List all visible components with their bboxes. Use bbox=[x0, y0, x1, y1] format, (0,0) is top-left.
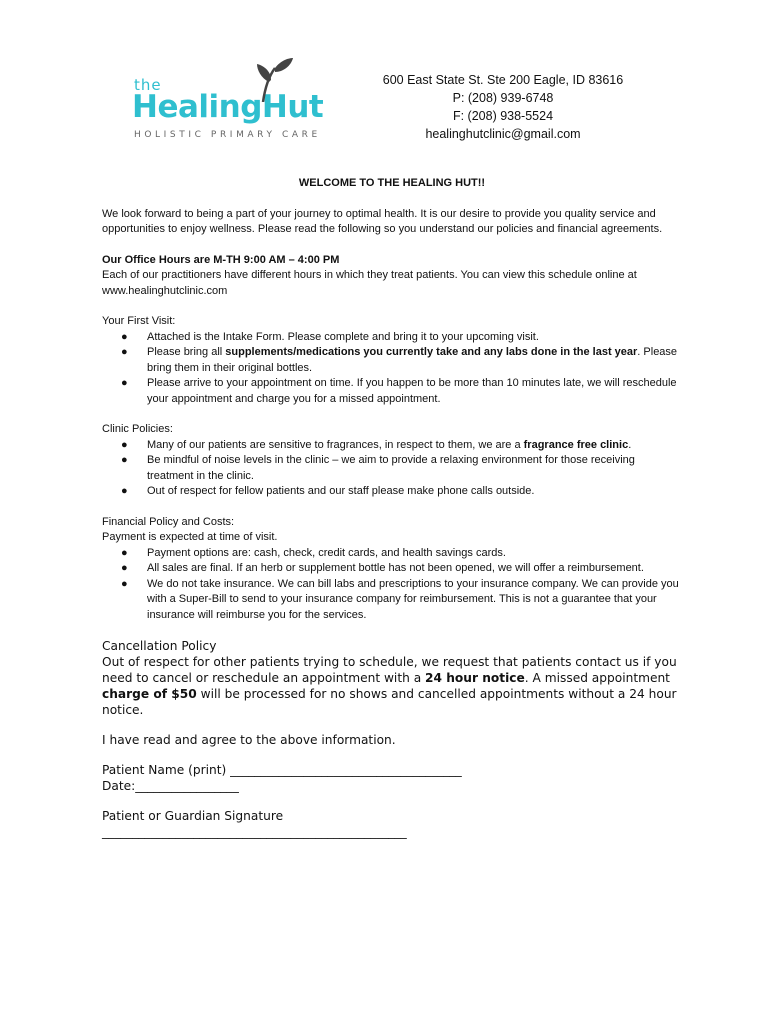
leaf-icon bbox=[255, 58, 295, 102]
list-item-text: . bbox=[628, 438, 632, 451]
list-item-text: Please bring all bbox=[147, 346, 226, 358]
patient-name-field[interactable]: Patient Name (print) ______________________________________ bbox=[102, 763, 462, 777]
financial-heading: Financial Policy and Costs: bbox=[102, 515, 235, 528]
first-visit-list bbox=[102, 330, 682, 408]
phone: P: (208) 939-6748 bbox=[452, 91, 554, 105]
logo-the: the bbox=[134, 76, 162, 94]
logo-name: HealingHut bbox=[132, 89, 324, 125]
clinic-policies-heading: Clinic Policies: bbox=[102, 423, 173, 435]
welcome-title: WELCOME TO THE HEALING HUT!! bbox=[298, 177, 486, 189]
bullet: ● bbox=[121, 438, 128, 451]
agreement-text: I have read and agree to the above information. bbox=[102, 733, 396, 747]
list-item-bold: supplements/medications you currently take and any labs done in the last year bbox=[225, 346, 638, 358]
list-item-text: Out of respect for fellow patients and our staff please make phone calls outside. bbox=[147, 485, 535, 497]
list-item bbox=[102, 438, 682, 454]
cancellation-text-part: will be processed for no shows and cancelled appointments without a 24 hour notice. bbox=[102, 687, 677, 717]
list-item-text: Payment options are: cash, check, credit cards, and health savings cards. bbox=[147, 546, 506, 559]
cancellation-section bbox=[102, 638, 682, 840]
financial-list bbox=[102, 546, 682, 624]
list-item bbox=[102, 345, 682, 376]
bullet: ● bbox=[121, 546, 128, 559]
fax: F: (208) 938-5524 bbox=[452, 109, 554, 123]
bullet: ● bbox=[121, 454, 128, 466]
clinic-policies-list bbox=[102, 438, 682, 500]
first-visit-section bbox=[102, 314, 682, 407]
signature-field[interactable]: __________________________________________________ bbox=[102, 825, 407, 839]
date-field[interactable]: Date:_________________ bbox=[102, 779, 239, 793]
notice-bold: 24 hour notice bbox=[425, 671, 525, 685]
list-item-text: Please arrive to your appointment on time. If you happen to be more than 10 minutes late, we will reschedule your appointment and charge you for a missed appointment. bbox=[147, 377, 677, 405]
office-hours-text: Each of our practitioners have different hours in which they treat patients. You can view this schedule online at www.healinghutclinic.com bbox=[102, 269, 637, 297]
office-hours-heading: Our Office Hours are M-TH 9:00 AM – 4:00 PM bbox=[102, 253, 340, 266]
list-item-text: Many of our patients are sensitive to fragrances, in respect to them, we are a bbox=[147, 438, 524, 451]
list-item bbox=[102, 376, 682, 407]
bullet: ● bbox=[121, 485, 128, 497]
charge-bold: charge of $50 bbox=[102, 687, 197, 701]
list-item bbox=[102, 330, 682, 346]
contact-block bbox=[380, 71, 626, 143]
financial-section bbox=[102, 515, 682, 624]
clinic-policies-section bbox=[102, 422, 682, 500]
email: healinghutclinic@gmail.com bbox=[425, 127, 581, 141]
bullet: ● bbox=[121, 577, 128, 590]
financial-subheading: Payment is expected at time of visit. bbox=[102, 531, 278, 543]
list-item-text: All sales are final. If an herb or supplement bottle has not been opened, we will offer a reimbursement. bbox=[147, 562, 644, 574]
cancellation-text-part: . A missed appointment bbox=[524, 671, 670, 685]
list-item-text: Be mindful of noise levels in the clinic – we aim to provide a relaxing environment for those receiving treatment in the clinic. bbox=[147, 454, 635, 482]
document-body bbox=[102, 176, 682, 840]
address: 600 East State St. Ste 200 Eagle, ID 83616 bbox=[382, 73, 624, 87]
cancellation-text-part: Out of respect for other patients trying to schedule, we request that patients contact us if you need to cancel or reschedule an appointment with a bbox=[102, 655, 677, 685]
first-visit-heading: Your First Visit: bbox=[102, 315, 176, 327]
list-item bbox=[102, 484, 682, 500]
list-item-text: . Please bring them in their original bottles. bbox=[147, 346, 678, 374]
bullet: ● bbox=[121, 346, 128, 358]
list-item bbox=[102, 546, 682, 562]
healing-hut-logo bbox=[128, 62, 328, 142]
intro-paragraph: We look forward to being a part of your journey to optimal health. It is our desire to provide you quality service and opportunities to enjoy wellness. Please read the following so you understand our policies and financial agreements. bbox=[102, 207, 663, 235]
list-item bbox=[102, 577, 682, 624]
list-item-bold: fragrance free clinic bbox=[523, 438, 629, 451]
cancellation-text bbox=[102, 654, 682, 718]
list-item-text: Attached is the Intake Form. Please complete and bring it to your upcoming visit. bbox=[147, 330, 539, 343]
office-hours-section bbox=[102, 253, 682, 300]
list-item bbox=[102, 561, 682, 577]
list-item-text: We do not take insurance. We can bill labs and prescriptions to your insurance company. We can provide you with a Super-Bill to send to your insurance company for reimbursement. This is not a guarantee that your insurance will reimburse you for the services. bbox=[147, 577, 679, 621]
bullet: ● bbox=[121, 377, 128, 389]
signature-label: Patient or Guardian Signature bbox=[102, 809, 284, 823]
cancellation-heading: Cancellation Policy bbox=[102, 639, 217, 653]
bullet: ● bbox=[121, 330, 128, 343]
logo-tagline: HOLISTIC PRIMARY CARE bbox=[134, 130, 321, 140]
bullet: ● bbox=[121, 562, 128, 574]
list-item bbox=[102, 453, 682, 484]
